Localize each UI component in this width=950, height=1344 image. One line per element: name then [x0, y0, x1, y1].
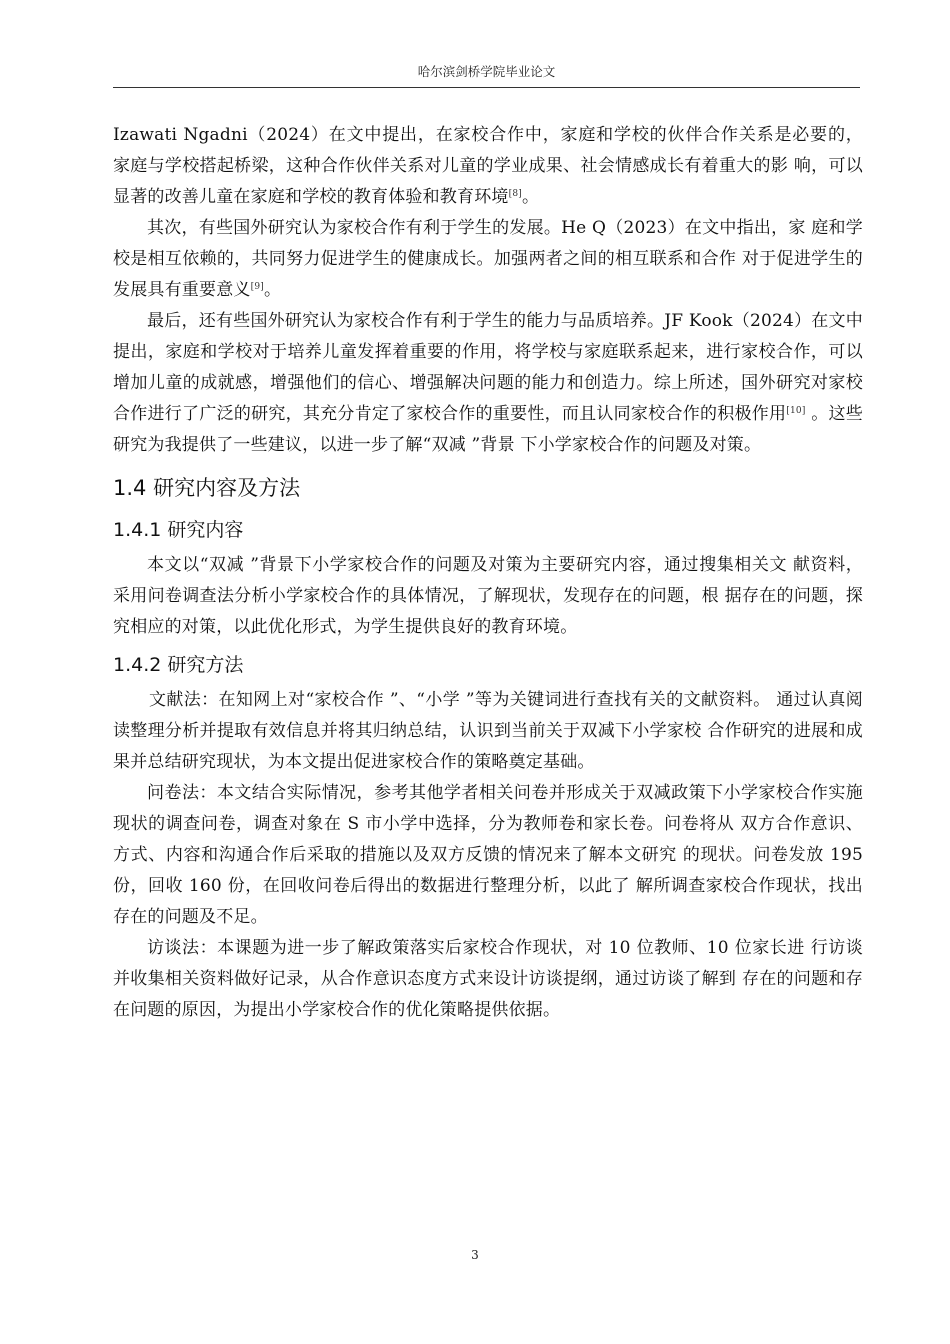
- paragraph-research-content: 本文以“双减 ”背景下小学家校合作的问题及对策为主要研究内容，通过搜集相关文 献资料，采用问卷调查法分析小学家校合作的具体情况，了解现状，发现存在的问题，根 据存在的问题，探究相应的对策，以此优化形式，为学生提供良好的教育环境。: [113, 555, 863, 637]
- paragraph-tail: 。这些研究为我提供了一些建议，以进一步了解“双减 ”背景 下小学家校合作的问题及对策。: [113, 404, 863, 455]
- paragraph-questionnaire-method: 问卷法：本文结合实际情况，参考其他学者相关问卷并形成关于双减政策下小学家校合作实施现状的调查问卷，调查对象在 S 市小学中选择，分为教师卷和家长卷。问卷将从 双方合作意识、方式、内容和沟通合作后采取的措施以及双方反馈的情况来了解本文研究 的现状。问卷发放 195 份，回收 160 份，在回收问卷后得出的数据进行整理分析，以此了 解所调查家校合作现状，找出存在的问题及不足。: [113, 783, 863, 927]
- paragraph-text: 其次，有些国外研究认为家校合作有利于学生的发展。He Q（2023）在文中指出，家 庭和学校是相互依赖的，共同努力促进学生的健康成长。加强两者之间的相互联系和合作 对于促进学生的发展具有重要意义: [113, 218, 863, 300]
- paragraph-ngadni: [113, 120, 863, 213]
- header-rule: [113, 87, 860, 88]
- subsection-heading-1-4-1: 1.4.1 研究内容: [113, 519, 244, 541]
- citation-10[interactable]: [10]: [786, 406, 806, 416]
- citation-9[interactable]: [9]: [250, 282, 264, 292]
- page-body: [113, 120, 863, 1026]
- paragraph-text: Izawati Ngadni（2024）在文中提出，在家校合作中，家庭和学校的伙伴合作关系是必要的， 家庭与学校搭起桥梁，这种合作伙伴关系对儿童的学业成果、社会情感成长有着重大的影 响，可以显著的改善儿童在家庭和学校的教育体验和教育环境: [113, 125, 863, 207]
- paragraph-text: 最后，还有些国外研究认为家校合作有利于学生的能力与品质培养。JF Kook（2024）在文中提出，家庭和学校对于培养儿童发挥着重要的作用，将学校与家庭联系起来，进行家校合作，可以增加儿童的成就感，增强他们的信心、增强解决问题的能力和创造力。综上所述，国外研究对家校合作进行了广泛的研究，其充分肯定了家校合作的重要性，而且认同家校合作的积极作用: [113, 311, 863, 424]
- paragraph-kook: [113, 306, 863, 461]
- paragraph-interview-method: 访谈法：本课题为进一步了解政策落实后家校合作现状，对 10 位教师、10 位家长进 行访谈并收集相关资料做好记录，从合作意识态度方式来设计访谈提纲，通过访谈了解到 存在的问题和存在问题的原因，为提出小学家校合作的优化策略提供依据。: [113, 938, 863, 1020]
- paragraph-he-q: [113, 213, 863, 306]
- section-heading-1-4: 1.4 研究内容及方法: [113, 476, 301, 500]
- citation-8[interactable]: [8]: [508, 189, 522, 199]
- page-number: 3: [471, 1248, 479, 1262]
- subsection-heading-1-4-2: 1.4.2 研究方法: [113, 654, 244, 676]
- running-header: 哈尔滨剑桥学院毕业论文: [417, 64, 556, 79]
- paragraph-tail: 。: [521, 187, 540, 207]
- paragraph-tail: 。: [263, 280, 282, 300]
- paragraph-literature-method: 文献法：在知网上对“家校合作 ”、“小学 ”等为关键词进行查找有关的文献资料。 通过认真阅读整理分析并提取有效信息并将其归纳总结，认识到当前关于双减下小学家校 合作研究的进展和成果并总结研究现状，为本文提出促进家校合作的策略奠定基础。: [113, 690, 863, 772]
